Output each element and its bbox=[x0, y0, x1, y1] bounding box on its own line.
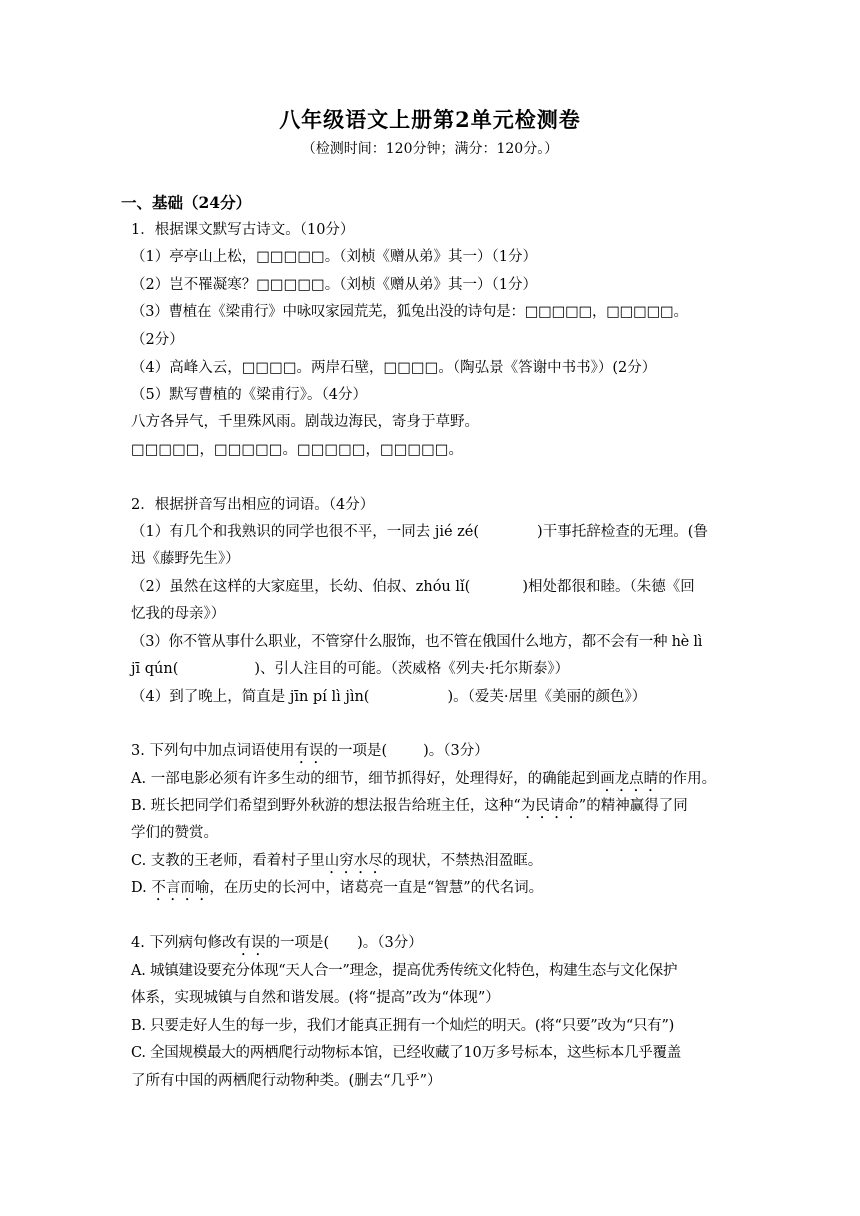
option-d-text-b: ，在历史的长河中，诸葛亮一直是“智慧”的代名词。 bbox=[209, 880, 544, 896]
option-a-text-a: A. 一部电影必须有许多生动的细节，细节抓得好，处理得好，的确能起到 bbox=[131, 771, 601, 787]
question-3-stem bbox=[131, 741, 489, 767]
question-3-option-c bbox=[131, 851, 542, 877]
poem-line-2-blanks: □□□□□，□□□□□。□□□□□，□□□□□。 bbox=[131, 442, 463, 458]
question-2-item-3: （3）你不管从事什么职业，不管穿什么服饰，也不管在俄国什么地方，都不会有一种 hè lì bbox=[131, 634, 703, 650]
dotted-term: 画龙点睛 bbox=[600, 771, 659, 787]
question-3-option-b-cont: 学们的赞赏。 bbox=[131, 825, 218, 841]
page-title: 八年级语文上册第2单元检测卷 bbox=[279, 107, 581, 132]
question-3-option-a bbox=[131, 769, 716, 795]
dotted-term: 不言而喻 bbox=[151, 880, 210, 896]
question-4-stem-text-c: )。（3分） bbox=[357, 935, 423, 951]
option-c-text-b: 的现状，不禁热泪盈眶。 bbox=[382, 853, 543, 869]
question-4-option-b: B. 只要走好人生的每一步，我们才能真正拥有一个灿烂的明天。(将“只要”改为“只有”) bbox=[131, 1018, 675, 1034]
question-2-item-3-cont bbox=[131, 659, 569, 679]
question-2-item-2-cont: 忆我的母亲》） bbox=[131, 606, 226, 622]
question-1-item-4: （4）高峰入云，□□□□。两岸石壁，□□□□。（陶弘景《答谢中书书》）(2分） bbox=[131, 360, 657, 376]
dotted-term: 山穷水尽 bbox=[324, 853, 383, 869]
section-heading-basics: 一、基础（24分） bbox=[121, 193, 252, 212]
page-subtitle: （检测时间：120分钟；满分：120分。） bbox=[301, 141, 559, 157]
question-2-item-1-text-b: )干事托辞检查的无理。(鲁 bbox=[537, 524, 708, 540]
question-3-stem-text-b: 的一项是( bbox=[323, 743, 388, 759]
question-1-stem: 1．根据课文默写古诗文。（10分） bbox=[131, 222, 355, 238]
dotted-emphasis: 有误 bbox=[294, 743, 324, 759]
poem-line-1: 八方各异气，千里殊风雨。剧哉边海民，寄身于草野。 bbox=[131, 414, 479, 430]
option-b-text-a: B. 班长把同学们希望到野外秋游的想法报告给班主任，这种“ bbox=[131, 798, 521, 814]
question-1-item-1: （1）亭亭山上松，□□□□□。（刘桢《赠从弟》其一）（1分） bbox=[131, 249, 537, 265]
option-b-text-b: ”的精神赢得了同 bbox=[578, 798, 688, 814]
question-2-item-2-text-a: （2）虽然在这样的大家庭里，长幼、伯叔、zhóu lǐ( bbox=[131, 579, 471, 595]
question-2-item-3-text-b: )、引人注目的可能。（茨威格《列夫·托尔斯泰》） bbox=[254, 661, 570, 677]
question-3-stem-text-c: )。（3分） bbox=[423, 743, 489, 759]
option-d-text-a: D. bbox=[131, 880, 152, 896]
question-3-option-d bbox=[131, 878, 543, 904]
question-2-item-1 bbox=[131, 522, 708, 542]
question-2-item-2 bbox=[131, 577, 695, 597]
question-2-item-4 bbox=[131, 687, 646, 707]
question-1-item-2: （2）岂不罹凝寒？□□□□□。（刘桢《赠从弟》其一）（1分） bbox=[131, 277, 537, 293]
question-4-option-c: C. 全国规模最大的两栖爬行动物标本馆，已经收藏了10万多号标本，这些标本几乎覆盖 bbox=[131, 1045, 681, 1061]
dotted-emphasis: 有误 bbox=[236, 935, 266, 951]
question-2-item-1-cont: 迅《藤野先生》） bbox=[131, 551, 240, 567]
question-4-option-a: A. 城镇建设要充分体现“天人合一”理念，提高优秀传统文化特色，构建生态与文化保护 bbox=[131, 963, 678, 979]
option-c-text-a: C. 支教的王老师，看着村子里 bbox=[131, 853, 325, 869]
question-4-stem-text-a: 4. 下列病句修改 bbox=[131, 935, 237, 951]
question-2-item-3-text-a: jī qún( bbox=[131, 661, 179, 677]
question-2-item-1-text-a: （1）有几个和我熟识的同学也很不平，一同去 jié zé( bbox=[131, 524, 480, 540]
question-1-item-3: （3）曹植在《梁甫行》中咏叹家园荒芜，狐兔出没的诗句是：□□□□□，□□□□□。 bbox=[131, 304, 688, 320]
question-2-item-2-text-b: )相处都很和睦。（朱德《回 bbox=[522, 579, 695, 595]
question-2-stem: 2．根据拼音写出相应的词语。（4分） bbox=[131, 497, 375, 513]
option-a-text-b: 的作用。 bbox=[658, 771, 717, 787]
question-1-item-5: （5）默写曹植的《梁甫行》。（4分） bbox=[131, 387, 367, 403]
question-4-option-a-cont: 体系，实现城镇与自然和谐发展。(将“提高”改为“体现”） bbox=[131, 990, 500, 1006]
question-1-item-3-score: （2分） bbox=[131, 332, 184, 348]
question-4-option-c-cont: 了所有中国的两栖爬行动物种类。(删去“几乎”） bbox=[131, 1073, 442, 1089]
question-4-stem-text-b: 的一项是( bbox=[265, 935, 330, 951]
question-2-item-4-text-a: （4）到了晚上，简直是 jīn pí lì jìn( bbox=[131, 689, 370, 705]
question-3-stem-text-a: 3. 下列句中加点词语使用 bbox=[131, 743, 295, 759]
question-3-option-b bbox=[131, 796, 688, 822]
dotted-term: 为民请命 bbox=[520, 798, 579, 814]
question-4-stem bbox=[131, 933, 423, 959]
question-2-item-4-text-b: )。（爱芙·居里《美丽的颜色》） bbox=[447, 689, 647, 705]
